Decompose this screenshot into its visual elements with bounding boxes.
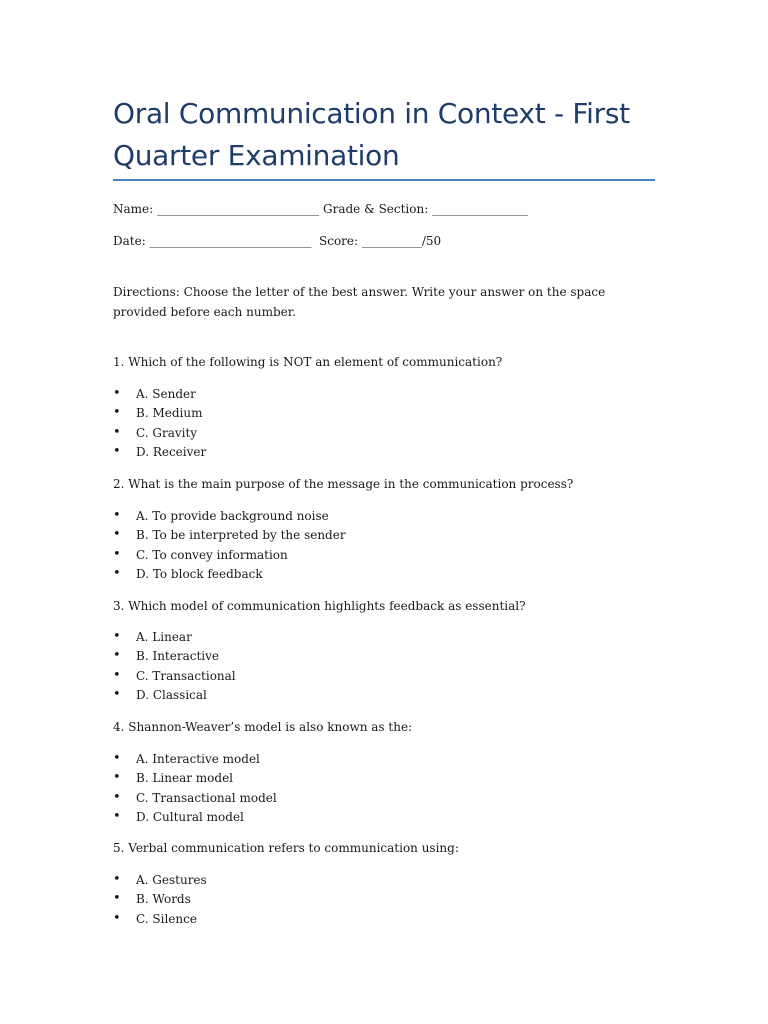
grade-section-field: Grade & Section: ________________: [323, 202, 529, 216]
bullet-icon: •: [113, 648, 121, 664]
option-item: [113, 385, 206, 404]
bullet-icon: •: [113, 687, 121, 703]
bullet-icon: •: [113, 386, 121, 401]
option-label: D. Cultural model: [136, 810, 244, 825]
option-item: [113, 424, 206, 443]
date-field: Date: ___________________________: [113, 234, 312, 248]
option-label: D. To block feedback: [136, 567, 263, 582]
question-1-options: [113, 385, 206, 463]
option-item: [113, 526, 346, 545]
question-3-options: [113, 628, 236, 706]
question-5-options: [113, 871, 207, 929]
option-item: [113, 565, 346, 584]
option-label: A. Interactive model: [136, 752, 260, 766]
option-item: [113, 667, 236, 686]
option-item: [113, 808, 277, 827]
option-label: A. Linear: [136, 630, 192, 644]
option-label: B. To be interpreted by the sender: [136, 528, 346, 543]
option-item: [113, 890, 207, 909]
option-item: [113, 871, 207, 890]
question-3: 3. Which model of communication highlights feedback as essential?: [113, 599, 526, 613]
question-4-options: [113, 750, 277, 828]
question-4: 4. Shannon-Weaver’s model is also known as the:: [113, 720, 413, 734]
option-label: B. Words: [136, 892, 191, 907]
option-label: C. Transactional model: [136, 790, 277, 805]
option-item: [113, 789, 277, 808]
question-5: 5. Verbal communication refers to communication using:: [113, 841, 459, 855]
bullet-icon: •: [113, 891, 121, 907]
bullet-icon: •: [113, 629, 121, 644]
option-label: C. Gravity: [136, 425, 198, 440]
option-item: [113, 647, 236, 666]
option-label: B. Medium: [136, 406, 203, 421]
bullet-icon: •: [113, 405, 121, 421]
bullet-icon: •: [113, 527, 121, 543]
bullet-icon: •: [113, 566, 121, 582]
option-item: [113, 404, 206, 423]
option-item: [113, 628, 236, 647]
title-underline-rule: [113, 179, 655, 181]
bullet-icon: •: [113, 770, 121, 786]
option-label: D. Classical: [136, 688, 207, 703]
page-title: Oral Communication in Context - First Quarter Examination: [113, 97, 630, 172]
question-1: 1. Which of the following is NOT an element of communication?: [113, 355, 503, 369]
bullet-icon: •: [113, 789, 121, 805]
option-item: [113, 910, 207, 929]
bullet-icon: •: [113, 508, 121, 523]
option-label: B. Interactive: [136, 649, 219, 664]
option-label: A. Sender: [136, 387, 196, 401]
bullet-icon: •: [113, 751, 121, 766]
bullet-icon: •: [113, 910, 121, 926]
option-label: B. Linear model: [136, 771, 234, 786]
option-item: [113, 546, 346, 565]
option-label: C. Transactional: [136, 668, 236, 683]
option-item: [113, 750, 277, 769]
bullet-icon: •: [113, 667, 121, 683]
option-item: [113, 507, 346, 526]
option-label: A. To provide background noise: [136, 509, 329, 523]
option-label: C. Silence: [136, 911, 197, 926]
bullet-icon: •: [113, 809, 121, 825]
option-label: C. To convey information: [136, 547, 288, 562]
option-label: A. Gestures: [136, 873, 207, 887]
option-item: [113, 769, 277, 788]
bullet-icon: •: [113, 872, 121, 887]
score-field: Score: __________/50: [319, 234, 442, 248]
option-item: [113, 443, 206, 462]
question-2: 2. What is the main purpose of the message in the communication process?: [113, 477, 574, 491]
option-label: D. Receiver: [136, 445, 207, 460]
bullet-icon: •: [113, 444, 121, 460]
option-item: [113, 686, 236, 705]
directions-text: Directions: Choose the letter of the best answer. Write your answer on the space provided before each number.: [113, 285, 606, 319]
name-field: Name: ___________________________: [113, 202, 319, 216]
bullet-icon: •: [113, 424, 121, 440]
question-2-options: [113, 507, 346, 585]
bullet-icon: •: [113, 546, 121, 562]
